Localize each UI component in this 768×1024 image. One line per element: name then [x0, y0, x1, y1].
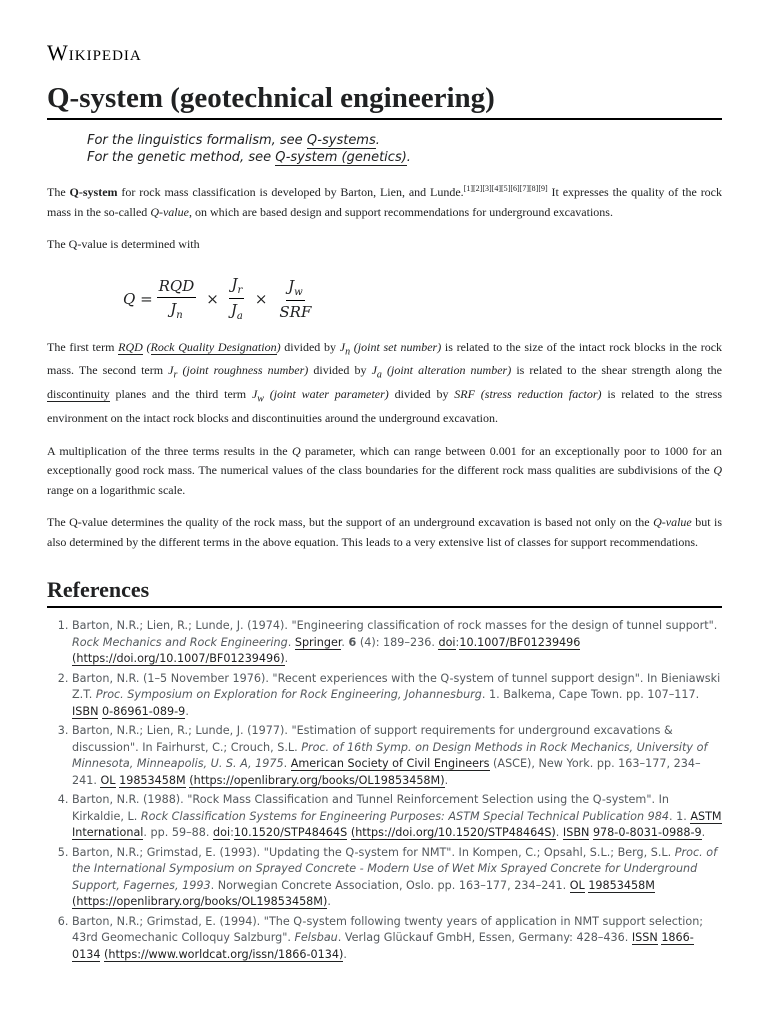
hatnote-link-q-system-genetics[interactable]: Q-system (genetics)	[275, 150, 407, 165]
discontinuity-link[interactable]: discontinuity	[47, 387, 110, 402]
terms-paragraph: The first term RQD (Rock Quality Designation) divided by $J_n$ (joint set number) is related to the size of the intact rock blocks in the rock mass. The second term $J_r$ (joint roughness number) divided by $J_a$ (joint alteration number) is related to the shear strength along the discontinuity planes and the third term $J_w$ (joint water parameter) divided by SRF (stress reduction factor) is related to the stress environment on the intact rock blocks and discontinuities around the underground excavation.	[47, 339, 723, 426]
rqd-link[interactable]: RQD	[118, 339, 143, 354]
fraction-jw-srf: $\frac{J_w}{\text{SRF}}$	[279, 276, 312, 321]
q-value-intro: The Q-value is determined with	[47, 237, 200, 251]
wikipedia-logo[interactable]: Wikipedia	[47, 40, 142, 65]
q-formula: Q = $\frac{\text{RQD}}{J_n}$ × $\frac{J_r}{J_a}$ × $\frac{J_w}{\text{SRF}}$	[123, 275, 312, 322]
reference-item: 4. Barton, N.R. (1988). "Rock Mass Classification and Tunnel Reinforcement Selection using the Q-system". In Kirkaldie, L. Rock Classification Systems for Engineering Purposes: ASTM Special Technical Publication 984. 1. ASTM International. pp. 59–88. doi:10.1520/STP48464S (https://doi.org/10.1520/STP48464S). ISBN 978-0-8031-0988-9.	[72, 792, 722, 842]
doi-url-link[interactable]: (https://doi.org/10.1007/BF01239496)	[72, 652, 285, 666]
isbn-link[interactable]: ISBN	[562, 826, 590, 840]
isbn-link[interactable]: ISBN	[72, 704, 99, 718]
openlibrary-url-link[interactable]: (https://openlibrary.org/books/OL19853458M)	[189, 773, 445, 787]
doi-value-link[interactable]: 10.1520/STP48464S	[233, 826, 348, 840]
references-heading: References	[47, 576, 722, 608]
asce-link[interactable]: American Society of Civil Engineers	[290, 757, 490, 771]
intro-paragraph: The Q-system for rock mass classification is developed by Barton, Lien, and Lunde.[1][2][3][4][5][6][7][8][9] It expresses the quality of the rock mass in the so-called Q-value, on which are based design and support recommendations for underground excavations.	[47, 184, 723, 219]
citation-links[interactable]: [1][2][3][4][5][6][7][8][9]	[463, 184, 548, 193]
term-q-system: Q-system	[69, 185, 118, 199]
rock-quality-designation-link[interactable]: Rock Quality Designation	[150, 339, 277, 354]
doi-value-link[interactable]: 10.1007/BF01239496	[459, 635, 581, 649]
reference-item: 5. Barton, N.R.; Grimstad, E. (1993). "Updating the Q-system for NMT". In Kompen, C.; Opsahl, S.L.; Berg, S.L. Proc. of the International Symposium on Sprayed Concrete - Modern Use of Wet Mix Sprayed Concrete for Underground Support, Fagernes, 1993. Norwegian Concrete Association, Oslo. pp. 163–177, 234–241. OL 19853458M (https://openlibrary.org/books/OL19853458M).	[72, 845, 722, 911]
ol-value-link[interactable]: 19853458M	[119, 773, 186, 787]
ol-link[interactable]: OL	[569, 878, 585, 892]
isbn-value-link[interactable]: 978-0-8031-0988-9	[592, 826, 702, 840]
hatnote-linguistics: For the linguistics formalism, see Q-systems.	[87, 133, 380, 148]
springer-link[interactable]: Springer	[294, 635, 342, 649]
doi-link[interactable]: doi	[438, 635, 456, 649]
fraction-rqd-jn: $\frac{\text{RQD}}{J_n}$	[158, 276, 195, 321]
multiplication-paragraph: A multiplication of the three terms results in the Q parameter, which can range between 0.001 for an exceptionally poor to 1000 for an exceptionally good rock mass. The numerical values of the class boundaries for the different rock mass qualities are subdivisions of the Q range on a logarithmic scale.	[47, 443, 723, 497]
doi-url-link[interactable]: (https://doi.org/10.1520/STP48464S)	[350, 826, 556, 840]
reference-item: 3. Barton, N.R.; Lien, R.; Lunde, J. (1977). "Estimation of support requirements for underground excavations & discussion". In Fairhurst, C.; Crouch, S.L. Proc. of 16th Symp. on Design Methods in Rock Mechanics, University of Minnesota, Minneapolis, U. S. A, 1975. American Society of Civil Engineers (ASCE), New York. pp. 163–177, 234–241. OL 19853458M (https://openlibrary.org/books/OL19853458M).	[72, 723, 722, 789]
reference-item: 2. Barton, N.R. (1–5 November 1976). "Recent experiences with the Q-system of tunnel support design". In Bieniawski Z.T. Proc. Symposium on Exploration for Rock Engineering, Johannesburg. 1. Balkema, Cape Town. pp. 107–117. ISBN 0-86961-089-9.	[72, 671, 722, 721]
worldcat-url-link[interactable]: (https://www.worldcat.org/issn/1866-0134)	[104, 947, 344, 961]
references-list	[47, 618, 722, 963]
fraction-jr-ja: $\frac{J_r}{J_a}$	[230, 275, 243, 322]
doi-link[interactable]: doi	[213, 826, 231, 840]
hatnote-genetics: For the genetic method, see Q-system (genetics).	[87, 150, 411, 165]
reference-item: 6. Barton, N.R.; Grimstad, E. (1994). "The Q-system following twenty years of application in NMT support selection; 43rd Geomechanic Colloquy Salzburg". Felsbau. Verlag Glückauf GmbH, Essen, Germany: 428–436. ISSN 1866-0134 (https://www.worldcat.org/issn/1866-0134).	[72, 914, 722, 964]
page-title: Q-system (geotechnical engineering)	[47, 80, 722, 120]
hatnote-link-q-systems[interactable]: Q-systems	[306, 133, 376, 148]
astm-link[interactable]: ASTM International	[72, 809, 722, 840]
reference-item: 1. Barton, N.R.; Lien, R.; Lunde, J. (1974). "Engineering classification of rock masses for the design of tunnel support". Rock Mechanics and Rock Engineering. Springer. 6 (4): 189–236. doi:10.1007/BF01239496 (https://doi.org/10.1007/BF01239496).	[72, 618, 722, 668]
isbn-value-link[interactable]: 0-86961-089-9	[102, 704, 186, 718]
issn-link[interactable]: ISSN	[631, 931, 658, 945]
ol-value-link[interactable]: 19853458M	[588, 878, 655, 892]
issn-value-link[interactable]: 1866-0134	[72, 931, 694, 961]
ol-link[interactable]: OL	[100, 773, 116, 787]
support-paragraph: The Q-value determines the quality of the rock mass, but the support of an underground excavation is based not only on the Q-value but is also determined by the different terms in the above equation. This leads to a very extensive list of classes for support recommendations.	[47, 515, 722, 549]
openlibrary-url-link[interactable]: (https://openlibrary.org/books/OL19853458M)	[72, 895, 328, 909]
